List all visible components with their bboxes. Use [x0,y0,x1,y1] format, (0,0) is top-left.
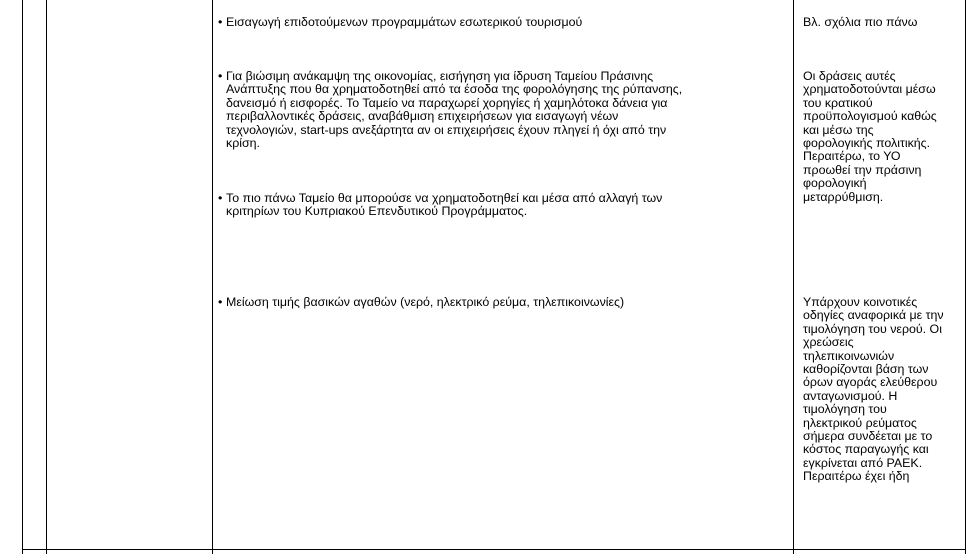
response-text: Βλ. σχόλια πιο πάνω [803,15,918,29]
table-border-right [965,0,966,554]
proposal-text: Μείωση τιμής βασικών αγαθών (νερό, ηλεκτρικό ρεύμα, τηλεπικοινωνίες) [226,295,625,309]
bullet-marker: • [218,295,223,309]
table-column-divider-3 [793,0,794,554]
table-column-divider-2 [212,0,213,554]
response-text: Υπάρχουν κοινοτικές οδηγίες αναφορικά με την τιμολόγηση του νερού. Οι χρεώσεις τηλεπικοινωνιών καθορίζονται βάση των όρων αγοράς ελεύθερου ανταγωνισμού. Η τιμολόγηση του ηλεκτρικού ρεύματος σήμερα συνδέεται με το κόστος παραγωγής και εγκρίνεται από ΡΑΕΚ. Περαιτέρω έχει ήδη [803,295,944,484]
table-border-bottom [22,549,966,550]
proposal-text: Εισαγωγή επιδοτούμενων προγραμμάτων εσωτερικού τουρισμού [226,15,583,29]
table-border-left [22,0,23,554]
proposal-text: Το πιο πάνω Ταμείο θα μπορούσε να χρηματοδοτηθεί και μέσα από αλλαγή των κριτηρίων του Κυπριακού Επενδυτικού Προγράμματος. [226,191,663,219]
bullet-marker: • [218,69,223,83]
table-column-divider-1 [46,0,47,554]
bullet-marker: • [218,15,223,29]
response-text: Οι δράσεις αυτές χρηματοδοτούνται μέσω του κρατικού προϋπολογισμού καθώς και μέσω της φορολογικής πολιτικής. Περαιτέρω, το ΥΟ προωθεί την πράσινη φορολογική μεταρρύθμιση. [803,69,937,204]
bullet-marker: • [218,191,223,205]
proposal-text: Για βιώσιμη ανάκαμψη της οικονομίας, εισήγηση για ίδρυση Ταμείου Πράσινης Ανάπτυξης που θα χρηματοδοτηθεί από τα έσοδα της φορολόγησης της ρύπανσης, δανεισμό ή εισφορές. Το Ταμείο να παραχωρεί χορηγίες ή χαμηλότοκα δάνεια για περιβαλλοντικές δράσεις, αναβάθμιση επιχειρήσεων για εισαγωγή νέων τεχνολογιών, start-ups ανεξάρτητα αν οι επιχειρήσεις έχουν πληγεί ή όχι από την κρίση. [226,69,683,151]
